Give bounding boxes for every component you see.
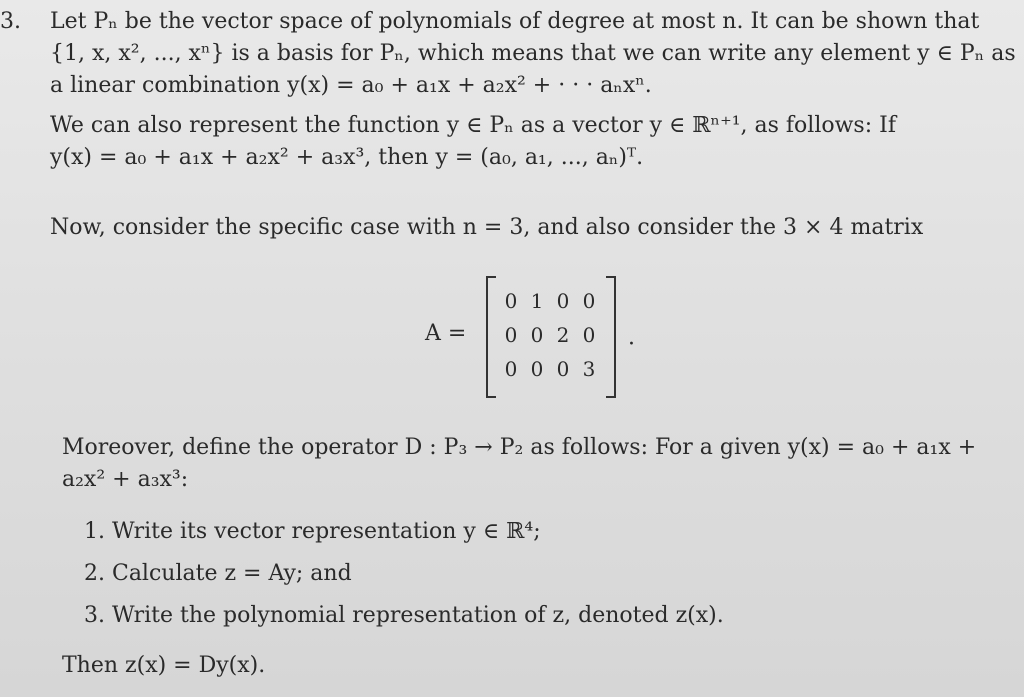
matrix-grid [498, 284, 602, 388]
matrix-cell: 0 [582, 323, 596, 347]
matrix-cell: 2 [556, 323, 570, 347]
problem-number: 3. [0, 9, 21, 34]
intro-line-1: Let Pₙ be the vector space of polynomials of degree at most n. It can be shown that [50, 9, 980, 34]
list-item-3: 3. Write the polynomial representation of z, denoted z(x). [84, 603, 724, 628]
intro-line-3: a linear combination y(x) = a₀ + a₁x + a₂x² + · · · aₙxⁿ. [50, 73, 652, 98]
vector-line-1: We can also represent the function y ∈ Pₙ as a vector y ∈ ℝⁿ⁺¹, as follows: If [50, 113, 896, 138]
vector-line-2: y(x) = a₀ + a₁x + a₂x² + a₃x³, then y = (a₀, a₁, ..., aₙ)ᵀ. [50, 145, 644, 170]
matrix-A [486, 276, 616, 394]
matrix-cell: 0 [530, 357, 544, 381]
matrix-label: A = [425, 321, 467, 346]
operator-line-1: Moreover, define the operator D : P₃ → P₂ as follows: For a given y(x) = a₀ + a₁x + [62, 435, 977, 460]
matrix-cell: 0 [556, 357, 570, 381]
operator-line-2: a₂x² + a₃x³: [62, 467, 189, 492]
matrix-cell: 0 [504, 289, 518, 313]
closing-line: Then z(x) = Dy(x). [62, 653, 266, 678]
matrix-trailing-dot: · [628, 332, 635, 357]
matrix-cell: 3 [582, 357, 596, 381]
matrix-cell: 0 [504, 357, 518, 381]
intro-line-2: {1, x, x², ..., xⁿ} is a basis for Pₙ, which means that we can write any element y ∈ Pₙ as [50, 41, 1016, 66]
matrix-cell: 0 [504, 323, 518, 347]
list-item-1: 1. Write its vector representation y ∈ ℝ⁴; [84, 519, 541, 544]
matrix-cell: 0 [556, 289, 570, 313]
matrix-cell: 0 [530, 323, 544, 347]
list-item-2: 2. Calculate z = Ay; and [84, 561, 352, 586]
matrix-cell: 1 [530, 289, 544, 313]
matrix-right-bracket [606, 276, 616, 398]
matrix-cell: 0 [582, 289, 596, 313]
matrix-left-bracket [486, 276, 496, 398]
case-line: Now, consider the specific case with n = 3, and also consider the 3 × 4 matrix [50, 215, 924, 240]
